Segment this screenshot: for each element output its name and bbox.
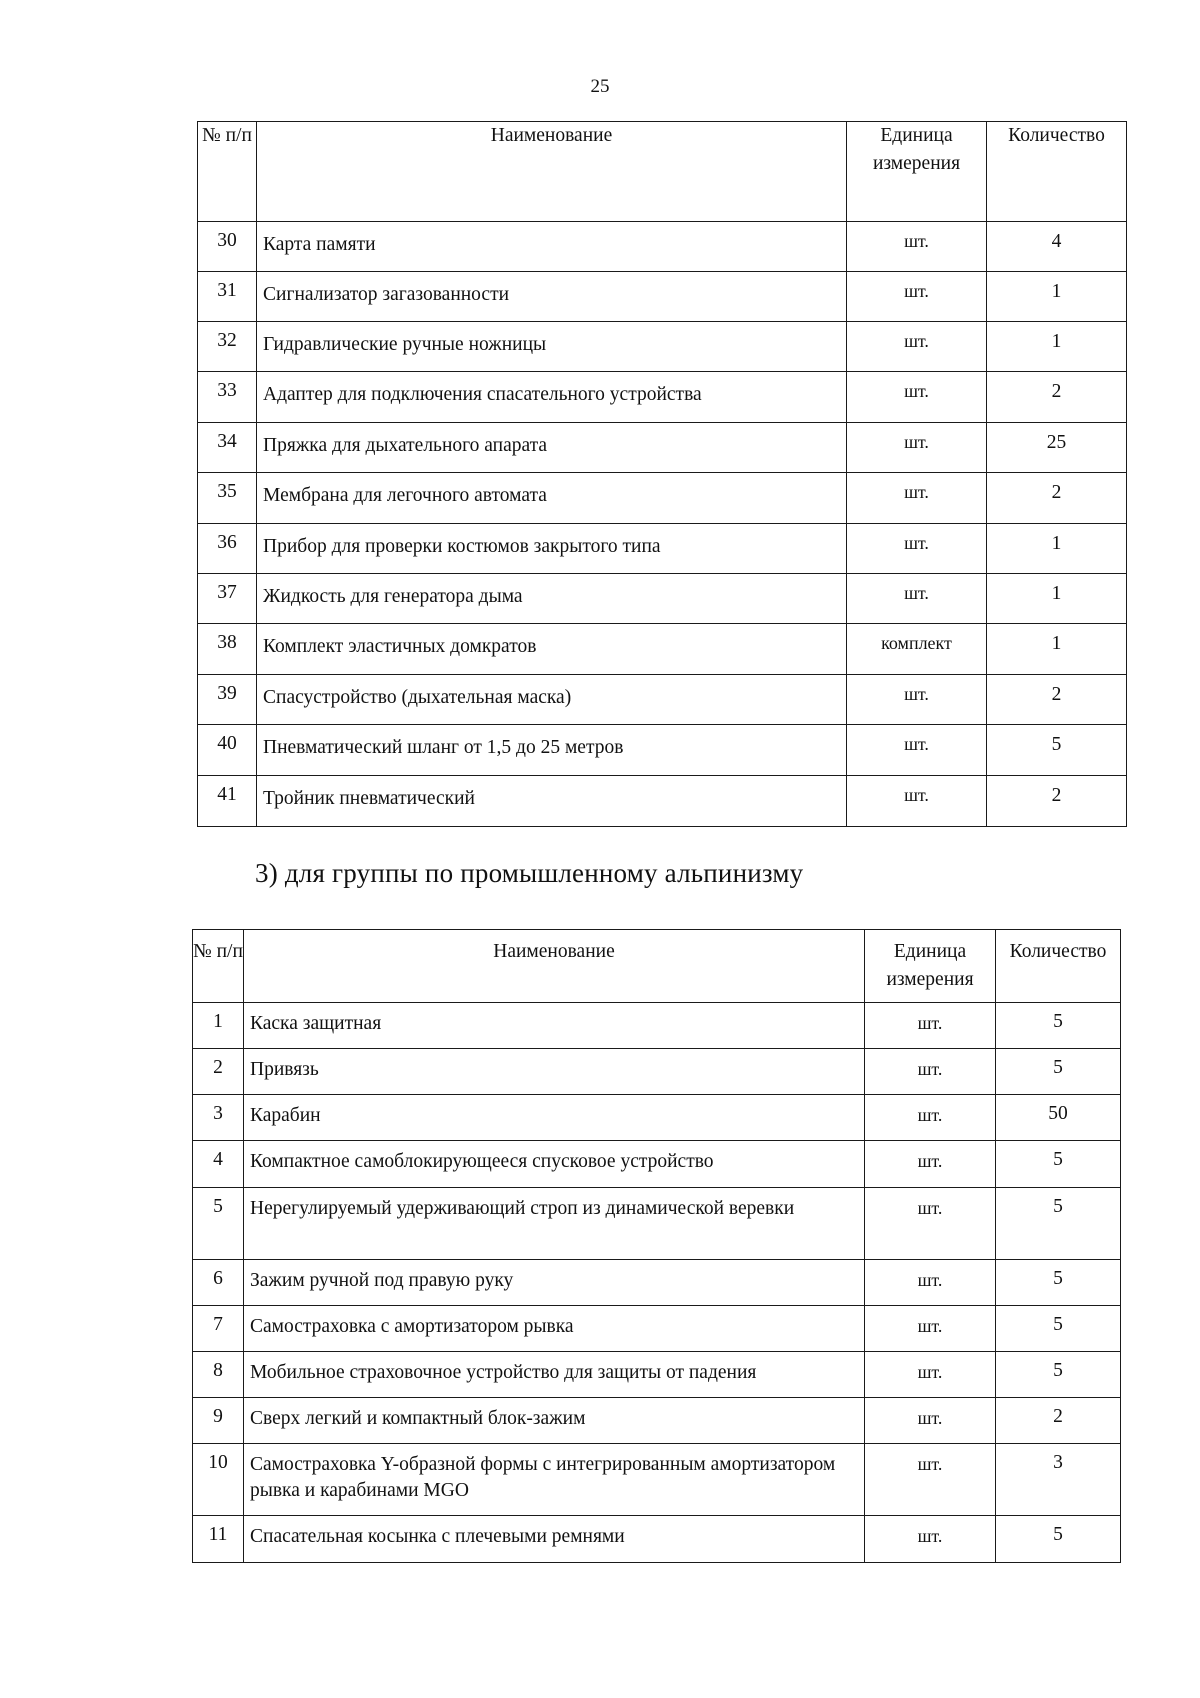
table-row <box>198 675 1127 725</box>
table-header-row <box>193 930 1121 1003</box>
item-unit: шт. <box>865 1444 996 1516</box>
item-unit: шт. <box>847 473 987 524</box>
item-name: Прибор для проверки костюмов закрытого типа <box>257 524 847 574</box>
item-unit: шт. <box>847 222 987 272</box>
item-quantity: 25 <box>987 423 1127 473</box>
page-number: 25 <box>590 76 610 97</box>
row-number: 35 <box>198 473 257 524</box>
item-quantity: 5 <box>987 725 1127 776</box>
header-name: Наименование <box>257 122 847 222</box>
table-row <box>198 372 1127 423</box>
item-name: Адаптер для подключения спасательного устройства <box>257 372 847 423</box>
item-name: Карта памяти <box>257 222 847 272</box>
equipment-table-2 <box>192 929 1121 1563</box>
item-unit: шт. <box>847 574 987 624</box>
row-number: 1 <box>193 1003 244 1049</box>
table-header-row <box>198 122 1127 222</box>
item-name: Сверх легкий и компактный блок-зажим <box>244 1398 865 1444</box>
table-row <box>193 1188 1121 1260</box>
row-number: 2 <box>193 1049 244 1095</box>
item-quantity: 1 <box>987 322 1127 372</box>
row-number: 7 <box>193 1306 244 1352</box>
item-unit: шт. <box>847 272 987 322</box>
item-unit: шт. <box>865 1188 996 1260</box>
row-number: 41 <box>198 776 257 827</box>
item-name: Гидравлические ручные ножницы <box>257 322 847 372</box>
item-name: Привязь <box>244 1049 865 1095</box>
row-number: 30 <box>198 222 257 272</box>
item-name: Зажим ручной под правую руку <box>244 1260 865 1306</box>
item-unit: шт. <box>865 1095 996 1141</box>
header-num: № п/п <box>198 122 257 222</box>
table-row <box>193 1095 1121 1141</box>
row-number: 5 <box>193 1188 244 1260</box>
item-name: Карабин <box>244 1095 865 1141</box>
table-row <box>198 776 1127 827</box>
table-row <box>198 272 1127 322</box>
item-quantity: 1 <box>987 574 1127 624</box>
item-quantity: 5 <box>996 1049 1121 1095</box>
item-unit: шт. <box>865 1141 996 1188</box>
item-unit: шт. <box>847 524 987 574</box>
table-row <box>198 524 1127 574</box>
row-number: 31 <box>198 272 257 322</box>
item-quantity: 5 <box>996 1188 1121 1260</box>
header-qty: Количество <box>987 122 1127 222</box>
row-number: 6 <box>193 1260 244 1306</box>
equipment-table-1 <box>197 121 1127 827</box>
table-row <box>193 1516 1121 1563</box>
item-quantity: 2 <box>996 1398 1121 1444</box>
row-number: 39 <box>198 675 257 725</box>
item-quantity: 5 <box>996 1260 1121 1306</box>
item-name: Жидкость для генератора дыма <box>257 574 847 624</box>
row-number: 40 <box>198 725 257 776</box>
item-name: Комплект эластичных домкратов <box>257 624 847 675</box>
row-number: 33 <box>198 372 257 423</box>
table-row <box>193 1444 1121 1516</box>
table-row <box>198 725 1127 776</box>
item-quantity: 5 <box>996 1141 1121 1188</box>
row-number: 10 <box>193 1444 244 1516</box>
item-name: Пряжка для дыхательного апарата <box>257 423 847 473</box>
item-unit: шт. <box>865 1516 996 1563</box>
item-quantity: 4 <box>987 222 1127 272</box>
item-name: Каска защитная <box>244 1003 865 1049</box>
table-row <box>193 1049 1121 1095</box>
table-row <box>198 222 1127 272</box>
table-row <box>193 1352 1121 1398</box>
item-quantity: 1 <box>987 272 1127 322</box>
table-row <box>198 624 1127 675</box>
item-name: Тройник пневматический <box>257 776 847 827</box>
item-unit: шт. <box>847 725 987 776</box>
item-quantity: 2 <box>987 675 1127 725</box>
header-unit: Единица измерения <box>865 930 996 1003</box>
item-unit: шт. <box>865 1398 996 1444</box>
item-name: Мембрана для легочного автомата <box>257 473 847 524</box>
item-quantity: 5 <box>996 1306 1121 1352</box>
row-number: 4 <box>193 1141 244 1188</box>
item-name: Сигнализатор загазованности <box>257 272 847 322</box>
item-quantity: 5 <box>996 1352 1121 1398</box>
row-number: 11 <box>193 1516 244 1563</box>
table-body <box>198 222 1127 827</box>
item-quantity: 5 <box>996 1003 1121 1049</box>
table-body <box>193 1003 1121 1563</box>
row-number: 32 <box>198 322 257 372</box>
item-quantity: 1 <box>987 524 1127 574</box>
item-quantity: 50 <box>996 1095 1121 1141</box>
row-number: 38 <box>198 624 257 675</box>
item-unit: шт. <box>847 675 987 725</box>
item-quantity: 2 <box>987 473 1127 524</box>
item-unit: шт. <box>865 1306 996 1352</box>
header-unit: Единица измерения <box>847 122 987 222</box>
row-number: 8 <box>193 1352 244 1398</box>
header-qty: Количество <box>996 930 1121 1003</box>
item-quantity: 2 <box>987 372 1127 423</box>
section-heading: 3) для группы по промышленному альпинизму <box>255 858 804 888</box>
table-row <box>198 574 1127 624</box>
row-number: 3 <box>193 1095 244 1141</box>
item-name: Самостраховка с амортизатором рывка <box>244 1306 865 1352</box>
item-name: Самостраховка Y-образной формы с интегрированным амортизатором рывка и карабинами MGO <box>244 1444 865 1516</box>
table-row <box>193 1398 1121 1444</box>
item-name: Мобильное страховочное устройство для защиты от падения <box>244 1352 865 1398</box>
header-num: № п/п <box>193 930 244 1003</box>
item-name: Спасательная косынка с плечевыми ремнями <box>244 1516 865 1563</box>
item-name: Нерегулируемый удерживающий строп из динамической веревки <box>244 1188 865 1260</box>
item-name: Компактное самоблокирующееся спусковое устройство <box>244 1141 865 1188</box>
item-unit: шт. <box>847 372 987 423</box>
item-name: Спасустройство (дыхательная маска) <box>257 675 847 725</box>
row-number: 36 <box>198 524 257 574</box>
table-row <box>198 423 1127 473</box>
table-row <box>198 473 1127 524</box>
table-row <box>193 1003 1121 1049</box>
table-row <box>198 322 1127 372</box>
item-unit: шт. <box>847 776 987 827</box>
header-name: Наименование <box>244 930 865 1003</box>
item-quantity: 3 <box>996 1444 1121 1516</box>
item-name: Пневматический шланг от 1,5 до 25 метров <box>257 725 847 776</box>
row-number: 34 <box>198 423 257 473</box>
item-quantity: 5 <box>996 1516 1121 1563</box>
item-unit: шт. <box>847 423 987 473</box>
table-row <box>193 1141 1121 1188</box>
table-row <box>193 1260 1121 1306</box>
row-number: 9 <box>193 1398 244 1444</box>
item-unit: шт. <box>865 1352 996 1398</box>
item-unit: шт. <box>865 1260 996 1306</box>
item-quantity: 1 <box>987 624 1127 675</box>
item-unit: шт. <box>865 1003 996 1049</box>
table-row <box>193 1306 1121 1352</box>
item-unit: комплект <box>847 624 987 675</box>
item-quantity: 2 <box>987 776 1127 827</box>
row-number: 37 <box>198 574 257 624</box>
item-unit: шт. <box>865 1049 996 1095</box>
item-unit: шт. <box>847 322 987 372</box>
